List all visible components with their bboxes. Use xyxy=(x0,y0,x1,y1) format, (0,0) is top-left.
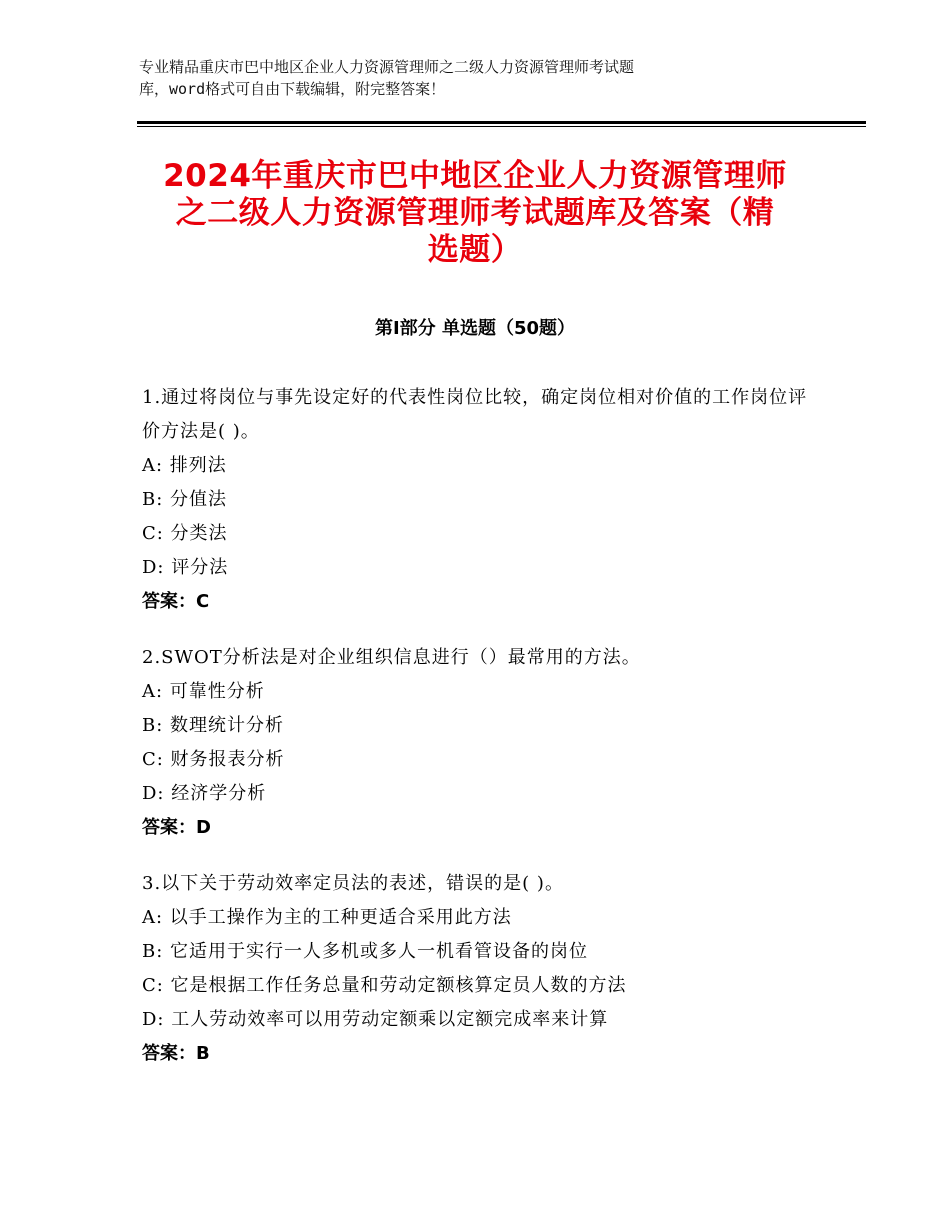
question-item xyxy=(142,381,822,619)
option-c: C: 它是根据工作任务总量和劳动定额核算定员人数的方法 xyxy=(142,975,627,996)
option-d: D: 工人劳动效率可以用劳动定额乘以定额完成率来计算 xyxy=(142,1009,609,1030)
header-divider-thick xyxy=(137,121,866,124)
option-d: D: 经济学分析 xyxy=(142,783,267,804)
header-note-line: 库，word格式可自由下载编辑，附完整答案！ xyxy=(139,80,446,98)
option-b: B: 分值法 xyxy=(142,489,228,510)
option-c: C: 分类法 xyxy=(142,523,228,544)
question-stem: 2.SWOT分析法是对企业组织信息进行（）最常用的方法。 xyxy=(142,647,641,668)
option-a: A: 排列法 xyxy=(142,455,227,476)
header-note xyxy=(139,56,779,100)
option-b: B: 它适用于实行一人多机或多人一机看管设备的岗位 xyxy=(142,941,589,962)
document-title-line: 选题） xyxy=(427,232,523,268)
question-stem: 3.以下关于劳动效率定员法的表述，错误的是( )。 xyxy=(142,873,564,894)
answer-label: 答案：B xyxy=(142,1043,210,1064)
answer-label: 答案：C xyxy=(142,591,210,612)
document-title-line: 之二级人力资源管理师考试题库及答案（精 xyxy=(175,195,775,231)
document-title-line: 2024年重庆市巴中地区企业人力资源管理师 xyxy=(163,158,787,194)
question-stem: 1.通过将岗位与事先设定好的代表性岗位比较，确定岗位相对价值的工作岗位评价方法是( )。 xyxy=(142,387,808,442)
option-c: C: 财务报表分析 xyxy=(142,749,285,770)
option-a: A: 以手工操作为主的工种更适合采用此方法 xyxy=(142,907,512,928)
question-item xyxy=(142,867,822,1071)
option-a: A: 可靠性分析 xyxy=(142,681,265,702)
document-title xyxy=(120,158,830,269)
section-title: 第Ⅰ部分 单选题（50题） xyxy=(374,318,575,339)
question-list xyxy=(142,381,822,1093)
option-d: D: 评分法 xyxy=(142,557,229,578)
question-item xyxy=(142,641,822,845)
header-note-line: 专业精品重庆市巴中地区企业人力资源管理师之二级人力资源管理师考试题 xyxy=(139,58,635,76)
option-b: B: 数理统计分析 xyxy=(142,715,285,736)
answer-label: 答案：D xyxy=(142,817,211,838)
header-divider-thin xyxy=(137,126,866,127)
